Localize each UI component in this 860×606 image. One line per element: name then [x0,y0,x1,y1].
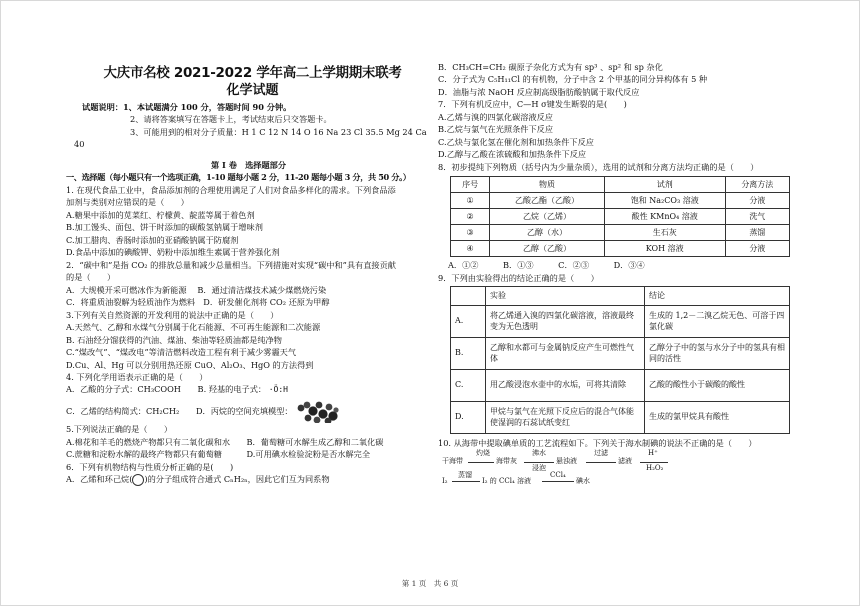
flow-step: 悬浊液 [556,456,577,465]
table-cell: 生石灰 [604,225,725,241]
instruction-line: 试题说明：1、本试题满分 100 分，答题时间 90 分钟。 [82,102,292,112]
question-line: D．油脂与浓 NaOH 反应制高级脂肪酸钠属于取代反应 [438,86,640,97]
iodine-flowchart [442,450,802,488]
table-cell: ③ [451,225,490,241]
question-line: B. 石油经分馏获得的汽油、煤油、柴油等轻质油都是纯净物 [66,334,282,345]
table-row [451,370,790,402]
hydroxyl-formula: ·Ö:H [268,385,288,395]
question-line: B.加工馒头、面包、饼干时添加的碳酸氢钠属于增味剂 [66,222,263,233]
table-cell: C. [451,370,486,402]
table-row [451,193,790,209]
question-line [66,383,431,399]
question-line: C．将重质油裂解为轻质油作为燃料 D．研发催化剂将 CO₂ 还原为甲醇 [66,297,330,308]
table-cell: 甲烷与氯气在光照下反应后的混合气体能使湿润的石蕊试纸变红 [486,402,645,434]
question-line: 2．“碳中和”是指 CO₂ 的排放总量和减少总量相当。下列措施对实现“碳中和”具有直接贡献 [66,259,396,270]
flow-step: 干海带 [442,456,463,465]
table-cell: 生成的氯甲烷具有酸性 [645,402,790,434]
table-cell: KOH 溶液 [604,241,725,257]
table-cell: 乙醇（水） [490,225,605,241]
question-line: 1. 在现代食品工业中，食品添加剂的合理使用满足了人们对食品多样化的需求。下列食品添 [66,184,396,195]
table-header [451,287,486,306]
table-cell: D. [451,402,486,434]
question-line: A.棉花和羊毛的燃烧产物都只有二氧化碳和水 B．葡萄糖可水解生成乙醇和二氧化碳 [66,436,384,447]
table-header-row [451,177,790,193]
question-line: C.蔗糖和淀粉水解的最终产物都只有葡萄糖 D.可用碘水检验淀粉是否水解完全 [66,449,371,460]
flow-step: 碘水 [576,476,590,485]
flow-arrow-label: 灼烧 [476,448,490,457]
question-line: D.Cu、Al、Hg 可以分别用热还原 CuO、Al₂O₃、HgO 的方法得到 [66,359,314,370]
table-row [451,338,790,370]
flow-arrow-label: H⁺ [648,448,658,457]
section-title: 第 I 卷 选择题部分 [210,160,287,170]
table-cell: B. [451,338,486,370]
table-cell: 分液 [725,193,789,209]
question-line: 10. 从海带中提取碘单质的工艺流程如下。下列关于海水制碘的说法不正确的是（ ） [438,438,757,449]
flow-arrow [524,462,554,463]
question-line: 7．下列有机反应中，C—H σ键发生断裂的是( ) [438,99,627,110]
table-header: 分离方法 [725,177,789,193]
question-line [66,473,431,486]
table-cell: 洗气 [725,209,789,225]
question-line: A.糖果中添加的苋菜红、柠檬黄、靛蓝等属于着色剂 [66,209,255,220]
flow-arrow [468,462,494,463]
flow-step: 滤液 [618,456,632,465]
question-line: C.加工腊肉、香肠时添加的亚硝酸钠属于防腐剂 [66,234,239,245]
table-header-row [451,287,790,306]
table-cell: A. [451,306,486,338]
table-cell: 乙烷（乙烯） [490,209,605,225]
table-row [451,402,790,434]
flow-arrow-label: 过滤 [594,448,608,457]
question-line: 3.下列有关自然资源的开发利用的说法中正确的是（ ） [66,309,279,320]
table-cell: 蒸馏 [725,225,789,241]
table-header: 试剂 [604,177,725,193]
questions-right [438,61,802,488]
instruction-line: 2、请将答案填写在答题卡上，考试结束后只交答题卡。 [130,114,332,125]
q6-option-a-start: A．乙烯和环己烷( [66,474,133,485]
part-heading: 一、选择题（每小题只有一个选项正确，1-10 题每小题 2 分，11-20 题每小题 3 分，共 50 分。） [66,172,411,183]
purification-table [450,176,790,257]
questions-left [66,159,431,486]
flow-arrow [586,462,616,463]
question-line: 6．下列有机物结构与性质分析正确的是( ) [66,461,234,472]
question-line: 8．初步提纯下列物质（括号内为少量杂质），选用的试剂和分离方法均正确的是（ ） [438,161,759,172]
table-cell: 乙醇（乙酸） [490,241,605,257]
question-line: C.“煤改气”、“煤改电”等清洁燃料改造工程有利于减少雾霾天气 [66,347,297,358]
table-cell: 饱和 Na₂CO₃ 溶液 [604,193,725,209]
question-line: A.乙烯与溴的四氯化碳溶液反应 [438,111,553,122]
question-line [66,399,431,423]
question-line: 5.下列说法正确的是（ ） [66,424,173,435]
question-line: C.乙炔与氯化氢在催化剂和加热条件下反应 [438,136,594,147]
page-title: 大庆市名校 2021-2022 学年高二上学期期末联考 [103,65,402,81]
question-line: A．大规模开采可燃冰作为新能源 B．通过清洁煤技术减少煤燃烧污染 [66,284,327,295]
table-cell: 乙酸乙酯（乙酸） [490,193,605,209]
table-cell: 酸性 KMnO₄ 溶液 [604,209,725,225]
table-cell: ② [451,209,490,225]
flow-step: I₂ [442,476,448,485]
table-cell: 生成的 1,2－二溴乙烷无色、可溶于四氯化碳 [645,306,790,338]
q4-option-c: C．乙烯的结构简式：CH₂CH₂ [66,406,180,417]
q4-option-a: A．乙酸的分子式：CH₃COOH [66,384,181,395]
table-cell: 乙酸的酸性小于碳酸的酸性 [645,370,790,402]
table-row [451,241,790,257]
question-line: 的是（ ） [66,272,116,283]
instruction-line: 40 [74,139,85,150]
table-header: 实验 [486,287,645,306]
instructions [74,101,432,151]
table-cell: ④ [451,241,490,257]
q4-option-d: D．丙烷的空间充填模型： [195,406,293,417]
flow-arrow-label: H₂O₂ [646,463,664,472]
table-cell: 分液 [725,241,789,257]
propane-model-icon [295,399,339,423]
experiment-table [450,286,790,434]
question-line: B．CH₃CH=CH₂ 碳原子杂化方式为有 sp³ 、sp² 和 sp 杂化 [438,62,663,72]
table-cell: 乙醇分子中的氢与水分子中的氢具有相同的活性 [645,338,790,370]
table-cell: 乙醇和水都可与金属钠反应产生可燃性气体 [486,338,645,370]
question-line: B.乙烷与氯气在光照条件下反应 [438,124,554,135]
flow-arrow [452,481,480,482]
q4-option-b: B. 羟基的电子式： [197,384,267,395]
question-line: 加剂与类别对应错误的是（ ） [66,197,189,208]
flow-step: I₂ 的 CCl₄ 溶液 [482,476,532,485]
question-line: 9．下列由实验得出的结论正确的是（ ） [438,272,599,283]
question-line: D.乙醇与乙酸在浓硫酸和加热条件下反应 [438,149,587,160]
flow-step: 海带灰 [496,456,517,465]
flow-arrow-label: CCl₄ [550,470,566,479]
q6-option-a-end: )的分子组成符合通式 CₙH₂ₙ，因此它们互为同系物 [144,474,330,485]
table-row [451,209,790,225]
cyclohexane-ring-icon [132,474,144,486]
page-subtitle: 化学试题 [226,83,279,98]
flow-arrow [542,481,574,482]
q8-options: A．①② B．①③ C．②③ D．③④ [448,260,645,271]
instruction-line: 3、可能用到的相对分子质量：H 1 C 12 N 14 O 16 Na 23 Cl 35.5 Mg 24 Ca [130,126,427,137]
flow-arrow-label: 沸水 [532,448,546,457]
table-row [451,225,790,241]
page-footer: 第 1 页 共 6 页 [401,579,459,588]
table-row [451,306,790,338]
flow-arrow [640,462,668,463]
question-line: 4. 下列化学用语表示正确的是（ ） [66,371,208,382]
question-line: D.食品中添加的碘酸钾、奶粉中添加维生素属于营养强化剂 [66,247,280,258]
flow-arrow-label: 蒸馏 [458,470,472,479]
table-header: 物质 [490,177,605,193]
table-header: 结论 [645,287,790,306]
table-cell: 将乙烯通入溴的四氯化碳溶液，溶液最终变为无色透明 [486,306,645,338]
table-header: 序号 [451,177,490,193]
question-line: A.天然气、乙醇和水煤气分别属于化石能源、不可再生能源和二次能源 [66,322,321,333]
table-cell: 用乙酸浸泡水壶中的水垢，可将其清除 [486,370,645,402]
flow-arrow-label: 浸泡 [532,463,546,472]
question-line: C．分子式为 C₅H₁₁Cl 的有机物，分子中含 2 个甲基的同分异构体有 5 种 [438,74,708,85]
table-cell: ① [451,193,490,209]
